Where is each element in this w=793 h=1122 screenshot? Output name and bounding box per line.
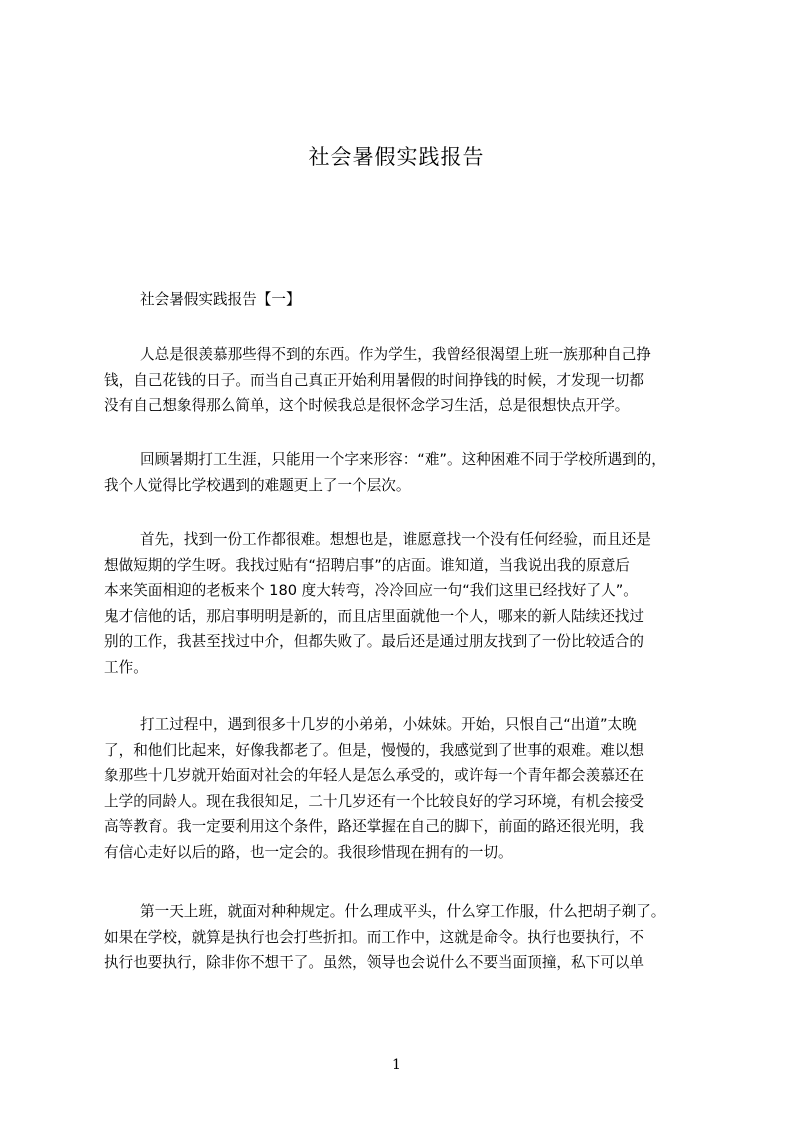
paragraph-2 <box>104 447 704 498</box>
paragraph-line: 如果在学校，就算是执行也会打些折扣。而工作中，这就是命令。执行也要执行，不 <box>104 928 644 946</box>
paragraph-5 <box>104 899 704 976</box>
paragraph-line: 工作。 <box>104 658 148 676</box>
paragraph-line: 本来笑面相迎的老板来个 180 度大转弯，冷冷回应一句“我们这里已经找好了人”。 <box>104 582 638 599</box>
document-title: 社会暑假实践报告 <box>308 145 485 169</box>
paragraph-line: 鬼才信他的话，那启事明明是新的，而且店里面就他一个人，哪来的新人陆续还找过 <box>104 607 644 625</box>
paragraph-line: 想做短期的学生呀。我找过贴有“招聘启事”的店面。谁知道，当我说出我的原意后 <box>104 556 630 574</box>
paragraph-3 <box>104 527 704 680</box>
paragraph-line: 回顾暑期打工生涯，只能用一个字来形容：“难”。这种困难不同于学校所遇到的， <box>140 451 666 468</box>
paragraph-4 <box>104 712 704 865</box>
paragraph-line: 钱，自己花钱的日子。而当自己真正开始利用暑假的时间挣钱的时候，才发现一切都 <box>104 371 644 389</box>
paragraph-line: 上学的同龄人。现在我很知足，二十几岁还有一个比较良好的学习环境，有机会接受 <box>104 792 644 810</box>
page-number: 1 <box>392 1057 401 1073</box>
paragraph-line: 高等教育。我一定要利用这个条件，路还掌握在自己的脚下，前面的路还很光明，我 <box>104 818 644 835</box>
paragraph-line: 首先，找到一份工作都很难。想想也是，谁愿意找一个没有任何经验，而且还是 <box>140 531 651 548</box>
paragraph-line: 打工过程中，遇到很多十几岁的小弟弟，小妹妹。开始，只恨自己“出道”太晚 <box>140 716 637 733</box>
paragraph-line: 别的工作，我甚至找过中介，但都失败了。最后还是通过朋友找到了一份比较适合的 <box>104 633 644 650</box>
paragraph-line: 第一天上班，就面对种种规定。什么理成平头，什么穿工作服，什么把胡子剃了。 <box>140 903 666 920</box>
paragraph-line: 象那些十几岁就开始面对社会的年轻人是怎么承受的，或许每一个青年都会羡慕还在 <box>104 767 644 784</box>
paragraph-line: 了，和他们比起来，好像我都老了。但是，慢慢的，我感觉到了世事的艰难。难以想 <box>104 741 644 759</box>
paragraph-line: 有信心走好以后的路，也一定会的。我很珍惜现在拥有的一切。 <box>104 843 513 861</box>
paragraph-line: 我个人觉得比学校遇到的难题更上了一个层次。 <box>104 476 411 494</box>
section-heading: 社会暑假实践报告【一】 <box>140 291 301 308</box>
paragraph-line: 没有自己想象得那么简单，这个时候我总是很怀念学习生活，总是很想快点开学。 <box>104 397 630 414</box>
paragraph-line: 人总是很羡慕那些得不到的东西。作为学生，我曾经很渴望上班一族那种自己挣 <box>140 346 651 363</box>
paragraph-1 <box>104 342 704 419</box>
paragraph-line: 执行也要执行，除非你不想干了。虽然，领导也会说什么不要当面顶撞，私下可以单 <box>104 954 644 971</box>
